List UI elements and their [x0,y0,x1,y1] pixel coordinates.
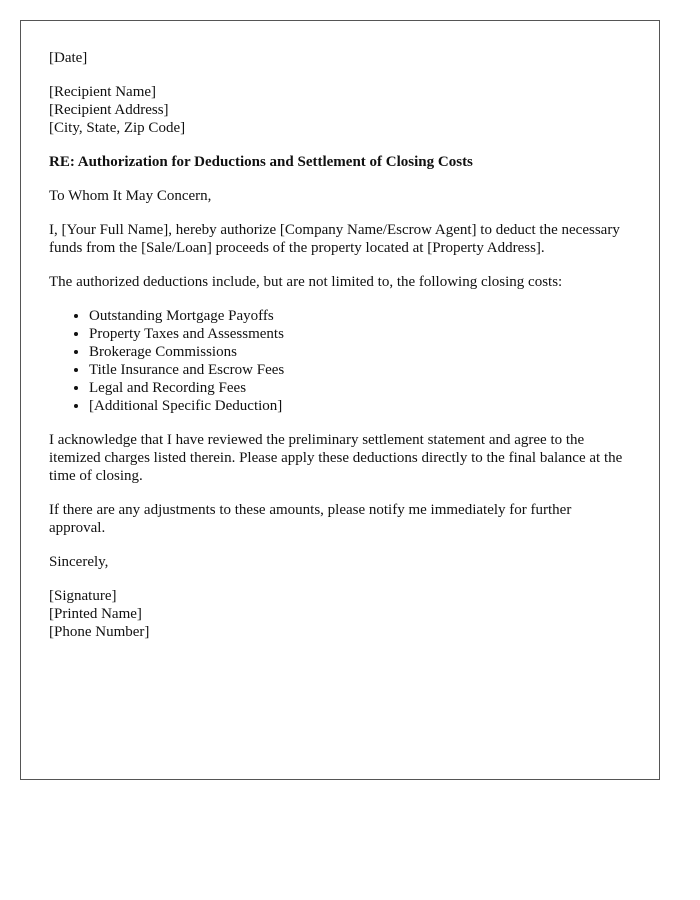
signature-block [49,587,631,641]
list-item: • [Additional Specific Deduction] [89,397,631,415]
list-item: • Outstanding Mortgage Payoffs [89,307,631,325]
recipient-block [49,83,631,137]
deductions-intro-paragraph: The authorized deductions include, but are not limited to, the following closing costs: [49,274,563,290]
acknowledgement-paragraph: I acknowledge that I have reviewed the preliminary settlement statement and agree to the itemized charges listed therein. Please apply these deductions directly to the final balance at the time of closing. [49,432,623,484]
closing-costs-list [49,307,631,415]
list-item: • Title Insurance and Escrow Fees [89,361,631,379]
recipient-name: [Recipient Name] [49,84,157,100]
list-item: • Brokerage Commissions [89,343,631,361]
closing-phrase: Sincerely, [49,554,109,570]
phone-number: [Phone Number] [49,624,150,640]
list-item: • Property Taxes and Assessments [89,325,631,343]
list-item: • Legal and Recording Fees [89,379,631,397]
salutation: To Whom It May Concern, [49,188,212,204]
subject-line: RE: Authorization for Deductions and Settlement of Closing Costs [49,154,473,170]
authorization-paragraph: I, [Your Full Name], hereby authorize [Company Name/Escrow Agent] to deduct the necessary funds from the [Sale/Loan] proceeds of the property located at [Property Address]. [49,222,620,256]
recipient-city-state-zip: [City, State, Zip Code] [49,120,186,136]
printed-name: [Printed Name] [49,606,142,622]
letter-date: [Date] [49,50,88,66]
adjustments-paragraph: If there are any adjustments to these amounts, please notify me immediately for further approval. [49,502,572,536]
signature-placeholder: [Signature] [49,588,117,604]
letter-page [20,20,660,780]
recipient-address: [Recipient Address] [49,102,169,118]
